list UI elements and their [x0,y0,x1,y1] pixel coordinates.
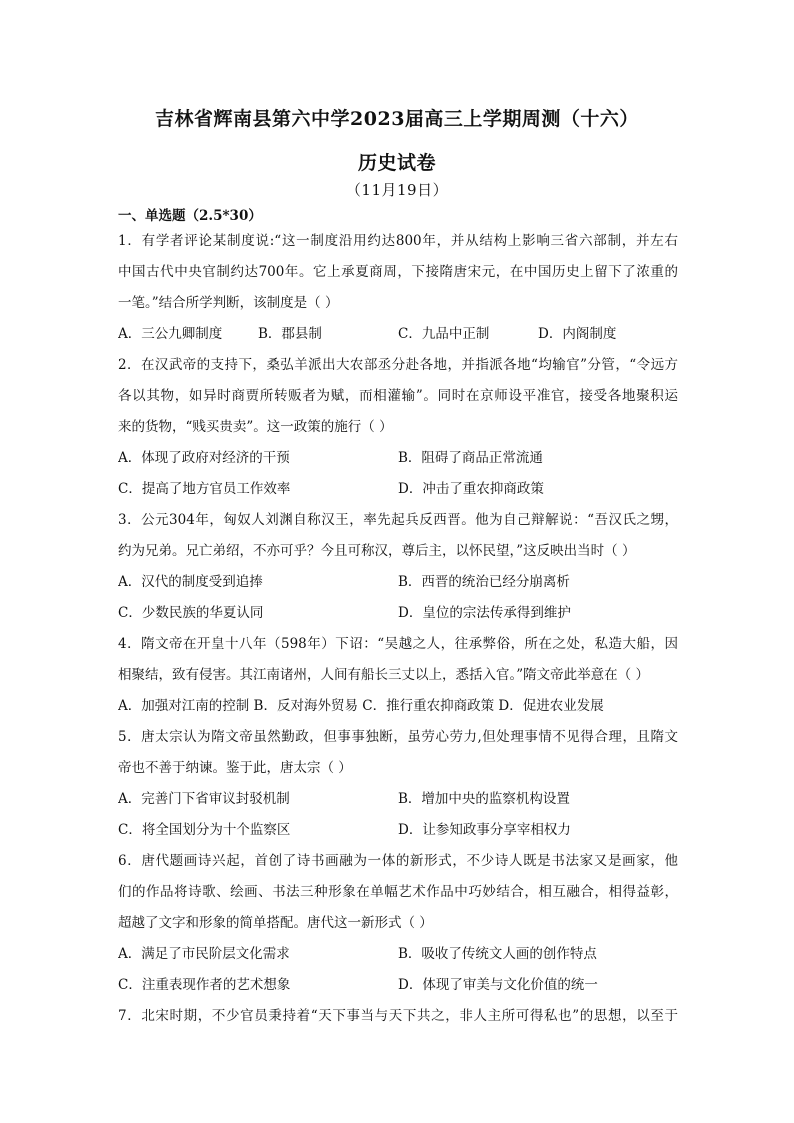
question-1-line-2: 中国古代中央官制约达700年。它上承夏商周，下接隋唐宋元，在中国历史上留下了浓重的 [118,264,678,280]
option-d[interactable]: D．让参知政事分享宰相权力 [398,822,571,838]
option-a[interactable]: A．完善门下省审议封驳机制 [118,791,290,807]
question-6-line-2: 们的作品将诗歌、绘画、书法三种形象在单幅艺术作品中巧妙结合，相互融合，相得益彰， [118,884,678,900]
question-1-options [118,319,678,350]
exam-date: （11月19日） [345,181,449,199]
option-a[interactable]: A．三公九卿制度 [118,326,223,342]
question-5-options-row-1 [118,784,678,815]
option-b[interactable]: B．增加中央的监察机构设置 [398,791,570,807]
option-a[interactable]: A．满足了市民阶层文化需求 [118,946,290,962]
question-2-line-1: 2．在汉武帝的支持下，桑弘羊派出大农部丞分赴各地，并指派各地“均输官”分管，“令远方 [118,357,678,373]
question-3-line-2: 约为兄弟。兄亡弟绍，不亦可乎？今且可称汉，尊后主，以怀民望，”这反映出当时（ ） [118,543,636,559]
option-c[interactable]: C．提高了地方官员工作效率 [118,481,291,497]
section-heading: 一、单选题（2.5*30） [118,208,262,224]
option-a[interactable]: A．汉代的制度受到追捧 [118,574,263,590]
exam-subtitle: 历史试卷 [357,152,436,174]
option-b[interactable]: B．郡县制 [258,326,322,342]
option-b[interactable]: B．阻碍了商品正常流通 [398,450,543,466]
option-d[interactable]: D．皇位的宗法传承得到维护 [398,605,571,621]
option-c[interactable]: C．注重表现作者的艺术想象 [118,977,291,993]
option-b[interactable]: B．吸收了传统文人画的创作特点 [398,946,597,962]
question-2-options-row-1 [118,443,678,474]
option-c[interactable]: C．将全国划分为十个监察区 [118,822,291,838]
question-2-line-2: 各以其物，如异时商贾所转贩者为赋，而相灌输”。同时在京师设平准官，接受各地聚积运 [118,388,678,404]
exam-title: 吉林省辉南县第六中学2023届高三上学期周测（十六） [155,108,639,130]
question-6-options-row-1 [118,939,678,970]
option-b[interactable]: B．西晋的统治已经分崩离析 [398,574,570,590]
option-c[interactable]: C．九品中正制 [398,326,490,342]
option-d[interactable]: D．内阁制度 [538,326,617,342]
question-5-line-2: 帝也不善于纳谏。鉴于此，唐太宗（ ） [118,760,352,776]
question-4-line-1: 4．隋文帝在开皇十八年（598年）下诏：“吴越之人，往承弊俗，所在之处，私造大船，因 [118,636,678,652]
option-c[interactable]: C．少数民族的华夏认同 [118,605,264,621]
question-3-options-row-1 [118,567,678,598]
question-6-options-row-2 [118,970,678,1001]
question-3-line-1: 3．公元304年，匈奴人刘渊自称汉王，率先起兵反西晋。他为自己辩解说：“吾汉氏之甥， [118,512,678,528]
question-1-line-3: 一笔。”结合所学判断，该制度是（ ） [118,295,339,311]
option-d[interactable]: D．冲击了重农抑商政策 [398,481,544,497]
question-2-options-row-2 [118,474,678,505]
option-a[interactable]: A．体现了政府对经济的干预 [118,450,290,466]
question-4-line-2: 相聚结，致有侵害。其江南诸州，人间有船长三丈以上，悉括入官。”隋文帝此举意在（ ） [118,667,649,683]
question-7-line-1: 7．北宋时期，不少官员秉持着“天下事当与天下共之，非人主所可得私也”的思想，以至于 [118,1008,678,1024]
question-5-line-1: 5．唐太宗认为隋文帝虽然勤政，但事事独断，虽劳心劳力,但处理事情不见得合理，且隋文 [118,729,678,745]
question-6-line-1: 6．唐代题画诗兴起，首创了诗书画融为一体的新形式，不少诗人既是书法家又是画家，他 [118,853,678,869]
question-6-line-3: 超越了文字和形象的简单搭配。唐代这一新形式（ ） [118,915,433,931]
question-1-line-1: 1．有学者评论某制度说:“这一制度沿用约达800年，并从结构上影响三省六部制，并左右 [118,233,678,249]
option-d[interactable]: D．体现了审美与文化价值的统一 [398,977,598,993]
question-list [118,226,678,1032]
question-3-options-row-2 [118,598,678,629]
question-2-line-3: 来的货物，“贱买贵卖”。这一政策的施行（ ） [118,419,393,435]
question-4-options[interactable]: A．加强对江南的控制 B．反对海外贸易 C．推行重农抑商政策 D．促进农业发展 [118,698,604,714]
question-5-options-row-2 [118,815,678,846]
